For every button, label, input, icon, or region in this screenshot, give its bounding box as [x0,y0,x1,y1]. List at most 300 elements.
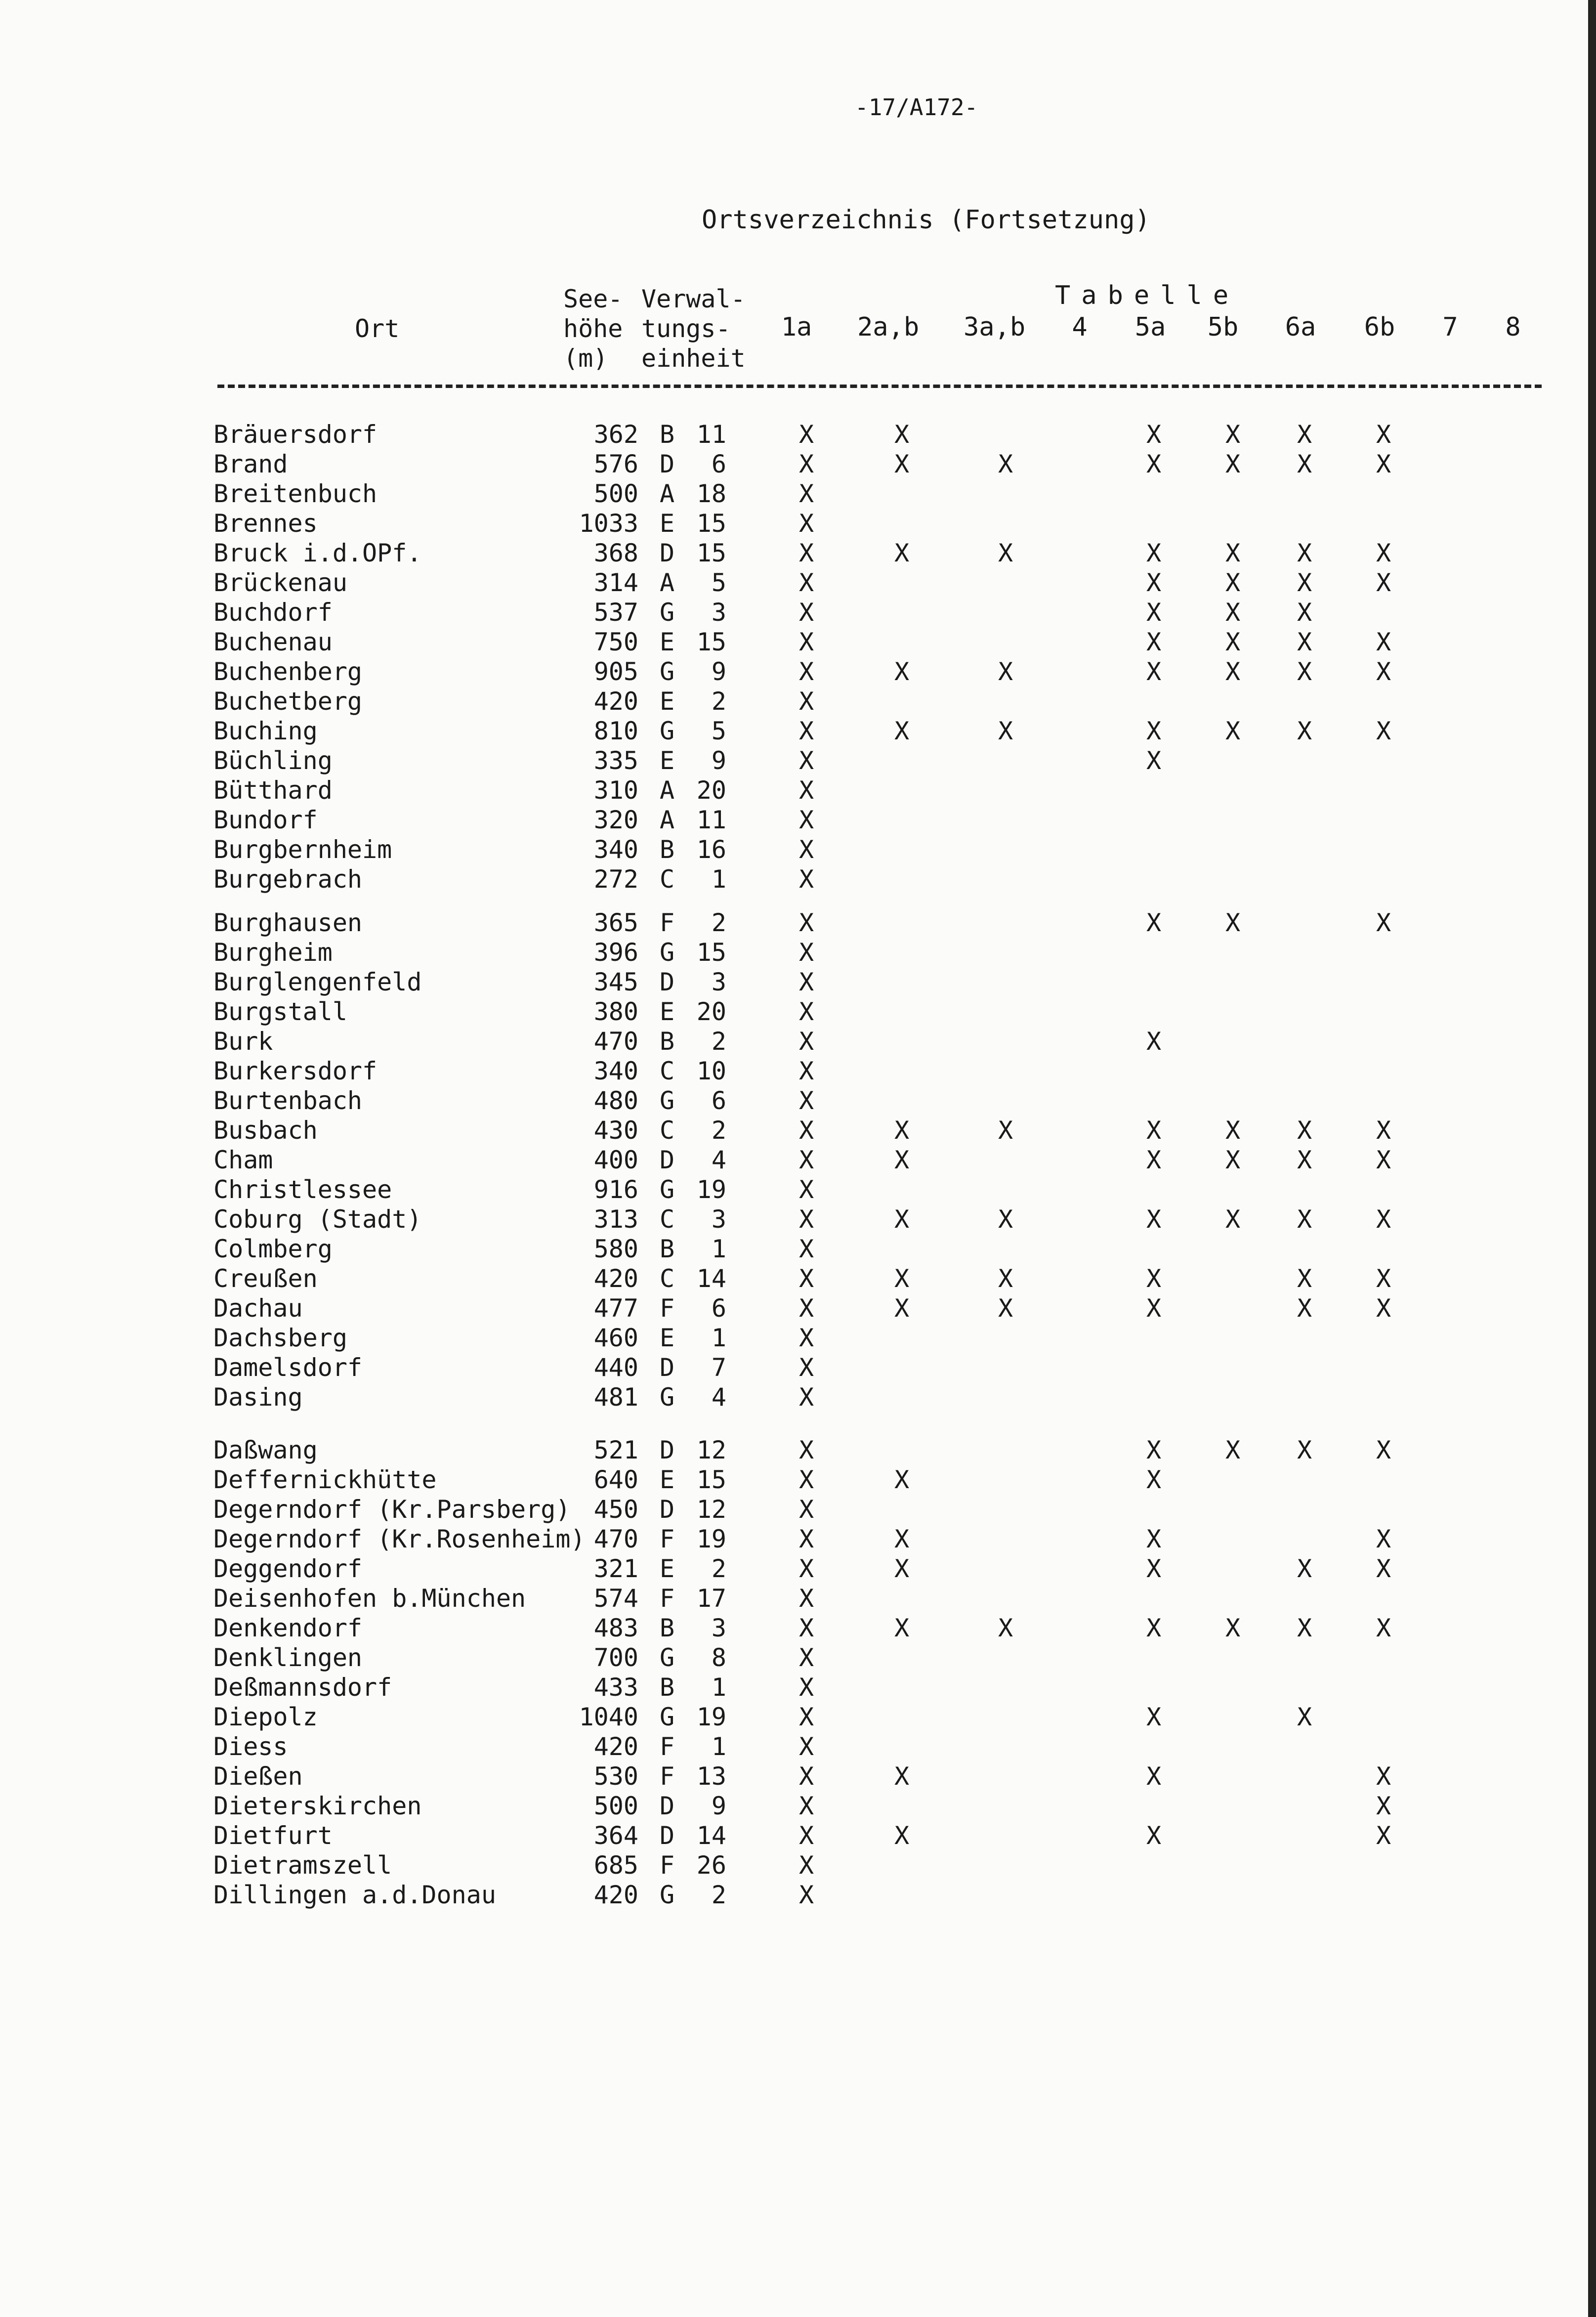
place-name: Degerndorf (Kr.Rosenheim) [213,1525,586,1553]
admin-unit-number: 6 [711,1086,726,1115]
altitude: 916 [593,1175,638,1204]
table-mark: X [1146,657,1162,686]
admin-unit-letter: E [660,1554,675,1583]
table-mark: X [1146,598,1162,627]
admin-unit-number: 9 [711,746,726,775]
table-row [0,1554,1596,1584]
table-mark: X [798,1383,814,1412]
admin-unit-number: 3 [711,968,726,996]
table-mark: X [798,1821,814,1850]
table-mark: X [798,938,814,967]
table-mark: X [1225,568,1241,597]
table-mark: X [1146,1703,1162,1731]
admin-unit-letter: E [660,746,675,775]
place-name: Buchenau [213,628,333,656]
place-name: Denkendorf [213,1614,363,1642]
table-mark: X [998,1116,1013,1145]
altitude: 314 [593,568,638,597]
table-mark: X [1225,628,1241,656]
place-name: Burghausen [213,908,363,937]
admin-unit-number: 7 [711,1353,726,1382]
admin-unit-number: 1 [711,1732,726,1761]
table-row [0,1881,1596,1910]
table-mark: X [1297,539,1312,567]
table-mark: X [798,806,814,834]
table-mark: X [998,717,1013,745]
table-mark: X [798,1614,814,1642]
table-row [0,806,1596,835]
admin-unit-number: 15 [696,509,726,538]
table-mark: X [894,1146,910,1174]
altitude: 574 [593,1584,638,1613]
table-row [0,1436,1596,1465]
table-mark: X [1225,717,1241,745]
place-name: Breitenbuch [213,479,378,508]
altitude: 380 [593,997,638,1026]
place-name: Bräuersdorf [213,420,378,449]
admin-unit-letter: D [660,450,675,478]
table-mark: X [1376,1436,1391,1464]
place-name: Burtenbach [213,1086,363,1115]
table-row [0,509,1596,539]
column-header: 4 [1072,312,1088,342]
table-mark: X [798,1294,814,1323]
place-name: Buchenberg [213,657,363,686]
admin-unit-number: 6 [711,450,726,478]
admin-unit-letter: B [660,1673,675,1702]
table-mark: X [998,450,1013,478]
place-name: Dieterskirchen [213,1792,422,1820]
table-mark: X [798,1116,814,1145]
table-mark: X [798,1465,814,1494]
place-name: Burglengenfeld [213,968,422,996]
table-row [0,479,1596,509]
admin-unit-letter: F [660,1525,675,1553]
table-mark: X [798,1436,814,1464]
column-header: 8 [1505,312,1521,342]
header-rule [217,385,1542,388]
place-name: Busbach [213,1116,318,1145]
table-mark: X [894,1205,910,1234]
table-row [0,1175,1596,1205]
admin-unit-number: 11 [696,420,726,449]
altitude: 530 [593,1762,638,1791]
table-mark: X [798,479,814,508]
altitude: 430 [593,1116,638,1145]
place-name: Burgstall [213,997,347,1026]
table-mark: X [798,628,814,656]
table-mark: X [1146,420,1162,449]
table-row [0,1525,1596,1554]
place-name: Bundorf [213,806,318,834]
admin-unit-letter: D [660,539,675,567]
table-row [0,1146,1596,1175]
table-mark: X [798,687,814,716]
altitude: 576 [593,450,638,478]
column-header: 5a [1134,312,1166,342]
table-mark: X [798,835,814,864]
table-mark: X [894,1264,910,1293]
table-mark: X [798,420,814,449]
place-name: Coburg (Stadt) [213,1205,422,1234]
page-number: -17/A172- [855,94,978,121]
admin-unit-letter: B [660,835,675,864]
table-mark: X [1297,450,1312,478]
place-name: Buchetberg [213,687,363,716]
altitude: 470 [593,1525,638,1553]
altitude: 905 [593,657,638,686]
place-name: Bütthard [213,776,333,805]
table-mark: X [798,1264,814,1293]
table-mark: X [894,1762,910,1791]
place-name: Dietramszell [213,1851,392,1880]
admin-unit-number: 2 [711,1554,726,1583]
column-header: 5b [1207,312,1239,342]
admin-unit-letter: C [660,1264,675,1293]
admin-unit-letter: E [660,997,675,1026]
table-mark: X [1376,908,1391,937]
place-name: Dachsberg [213,1324,347,1352]
admin-unit-number: 5 [711,717,726,745]
admin-unit-letter: E [660,1324,675,1352]
admin-unit-number: 15 [696,539,726,567]
admin-unit-number: 15 [696,1465,726,1494]
table-mark: X [798,865,814,894]
table-mark: X [798,746,814,775]
place-name: Bruck i.d.OPf. [213,539,422,567]
table-mark: X [798,1057,814,1085]
place-name: Creußen [213,1264,318,1293]
admin-unit-letter: D [660,1495,675,1524]
table-mark: X [894,1116,910,1145]
column-header: 2a,b [857,312,920,342]
place-name: Damelsdorf [213,1353,363,1382]
admin-unit-letter: B [660,1235,675,1263]
altitude: 368 [593,539,638,567]
table-mark: X [798,1353,814,1382]
table-row [0,420,1596,450]
admin-unit-number: 14 [696,1264,726,1293]
altitude: 1033 [579,509,638,538]
admin-unit-number: 15 [696,938,726,967]
altitude: 477 [593,1294,638,1323]
table-mark: X [1376,420,1391,449]
admin-unit-letter: G [660,1175,675,1204]
table-mark: X [1225,908,1241,937]
table-mark: X [1376,657,1391,686]
admin-unit-letter: A [660,776,675,805]
table-mark: X [798,1175,814,1204]
table-row [0,1205,1596,1235]
place-name: Christlessee [213,1175,392,1204]
admin-unit-number: 9 [711,657,726,686]
place-name: Burkersdorf [213,1057,378,1085]
table-mark: X [798,1762,814,1791]
altitude: 750 [593,628,638,656]
table-mark: X [1376,1146,1391,1174]
table-row [0,1264,1596,1294]
admin-unit-number: 1 [711,1235,726,1263]
table-row [0,1762,1596,1792]
table-mark: X [894,1821,910,1850]
table-row [0,1353,1596,1383]
table-mark: X [1297,1294,1312,1323]
header-verwaltung: Verwal- tungs- einheit [641,285,746,373]
admin-unit-letter: A [660,806,675,834]
admin-unit-number: 9 [711,1792,726,1820]
admin-unit-letter: G [660,598,675,627]
table-mark: X [1146,1294,1162,1323]
table-mark: X [1225,1146,1241,1174]
altitude: 537 [593,598,638,627]
table-mark: X [894,1554,910,1583]
table-mark: X [1225,450,1241,478]
table-mark: X [1376,1525,1391,1553]
admin-unit-letter: F [660,1762,675,1791]
table-mark: X [1146,1554,1162,1583]
table-mark: X [1376,1792,1391,1820]
table-mark: X [798,1554,814,1583]
table-mark: X [798,968,814,996]
table-row [0,1086,1596,1116]
table-row [0,628,1596,657]
column-header: 6b [1364,312,1395,342]
place-name: Brennes [213,509,318,538]
admin-unit-number: 2 [711,908,726,937]
table-mark: X [1225,598,1241,627]
altitude: 580 [593,1235,638,1263]
table-mark: X [798,450,814,478]
admin-unit-number: 2 [711,1881,726,1909]
place-name: Burk [213,1027,273,1056]
admin-unit-number: 19 [696,1703,726,1731]
table-row [0,1792,1596,1821]
altitude: 640 [593,1465,638,1494]
table-row [0,687,1596,717]
table-mark: X [1225,1205,1241,1234]
altitude: 1040 [579,1703,638,1731]
admin-unit-number: 13 [696,1762,726,1791]
admin-unit-number: 3 [711,1614,726,1642]
table-mark: X [1225,1116,1241,1145]
admin-unit-number: 12 [696,1436,726,1464]
table-mark: X [1376,568,1391,597]
altitude: 400 [593,1146,638,1174]
table-mark: X [1376,1116,1391,1145]
table-mark: X [798,1881,814,1909]
admin-unit-letter: E [660,1465,675,1494]
table-row [0,746,1596,776]
table-row [0,1294,1596,1324]
altitude: 340 [593,835,638,864]
table-mark: X [1146,908,1162,937]
admin-unit-number: 3 [711,1205,726,1234]
table-mark: X [798,1205,814,1234]
altitude: 335 [593,746,638,775]
table-mark: X [798,1732,814,1761]
altitude: 450 [593,1495,638,1524]
admin-unit-letter: F [660,1294,675,1323]
table-row [0,1703,1596,1732]
table-row [0,568,1596,598]
table-mark: X [1297,1554,1312,1583]
column-header: 6a [1285,312,1316,342]
admin-unit-letter: G [660,1703,675,1731]
admin-unit-letter: B [660,1027,675,1056]
table-row [0,865,1596,895]
admin-unit-number: 1 [711,1673,726,1702]
admin-unit-number: 16 [696,835,726,864]
altitude: 433 [593,1673,638,1702]
table-mark: X [798,1643,814,1672]
admin-unit-number: 2 [711,1027,726,1056]
table-mark: X [798,1495,814,1524]
altitude: 420 [593,1732,638,1761]
admin-unit-letter: F [660,908,675,937]
table-mark: X [798,1324,814,1352]
altitude: 440 [593,1353,638,1382]
table-row [0,450,1596,479]
admin-unit-number: 20 [696,997,726,1026]
table-mark: X [998,1294,1013,1323]
table-mark: X [998,539,1013,567]
altitude: 320 [593,806,638,834]
admin-unit-letter: E [660,509,675,538]
admin-unit-letter: G [660,1881,675,1909]
table-mark: X [1297,1116,1312,1145]
admin-unit-number: 1 [711,865,726,894]
admin-unit-letter: E [660,687,675,716]
table-mark: X [1225,1436,1241,1464]
table-mark: X [894,1465,910,1494]
table-mark: X [798,908,814,937]
table-row [0,1116,1596,1146]
admin-unit-letter: C [660,1205,675,1234]
table-mark: X [1297,1205,1312,1234]
table-mark: X [798,509,814,538]
altitude: 420 [593,687,638,716]
place-name: Buching [213,717,318,745]
table-mark: X [1146,1116,1162,1145]
table-mark: X [1376,539,1391,567]
table-mark: X [798,1525,814,1553]
admin-unit-number: 19 [696,1175,726,1204]
table-row [0,968,1596,997]
altitude: 483 [593,1614,638,1642]
admin-unit-letter: G [660,1643,675,1672]
table-mark: X [1225,657,1241,686]
table-mark: X [894,450,910,478]
altitude: 700 [593,1643,638,1672]
admin-unit-number: 10 [696,1057,726,1085]
admin-unit-number: 17 [696,1584,726,1613]
admin-unit-letter: G [660,938,675,967]
table-row [0,598,1596,628]
admin-unit-letter: D [660,1353,675,1382]
table-mark: X [1297,717,1312,745]
altitude: 420 [593,1264,638,1293]
admin-unit-letter: D [660,1821,675,1850]
admin-unit-letter: B [660,1614,675,1642]
table-row [0,1732,1596,1762]
altitude: 396 [593,938,638,967]
admin-unit-letter: F [660,1584,675,1613]
table-row [0,1614,1596,1643]
altitude: 364 [593,1821,638,1850]
header-tabelle: Tabelle [1055,281,1240,310]
table-mark: X [1146,1465,1162,1494]
place-name: Dachau [213,1294,303,1323]
admin-unit-letter: D [660,1436,675,1464]
table-mark: X [1376,1614,1391,1642]
table-mark: X [1297,1614,1312,1642]
place-name: Burgheim [213,938,333,967]
table-row [0,997,1596,1027]
table-row [0,1584,1596,1614]
table-mark: X [1146,1146,1162,1174]
table-row [0,776,1596,806]
page-title: Ortsverzeichnis (Fortsetzung) [702,205,1150,235]
table-row [0,1324,1596,1353]
altitude: 272 [593,865,638,894]
table-mark: X [998,657,1013,686]
altitude: 500 [593,479,638,508]
admin-unit-number: 12 [696,1495,726,1524]
altitude: 420 [593,1881,638,1909]
table-mark: X [894,657,910,686]
admin-unit-letter: E [660,628,675,656]
table-mark: X [1146,1264,1162,1293]
table-mark: X [998,1264,1013,1293]
table-mark: X [998,1205,1013,1234]
admin-unit-number: 14 [696,1821,726,1850]
table-mark: X [1376,717,1391,745]
place-name: Brückenau [213,568,347,597]
altitude: 500 [593,1792,638,1820]
table-mark: X [1146,1525,1162,1553]
altitude: 313 [593,1205,638,1234]
table-mark: X [798,997,814,1026]
table-mark: X [1297,568,1312,597]
place-name: Deßmannsdorf [213,1673,392,1702]
altitude: 470 [593,1027,638,1056]
table-mark: X [1376,450,1391,478]
admin-unit-letter: G [660,1383,675,1412]
altitude: 365 [593,908,638,937]
table-mark: X [1146,1027,1162,1056]
admin-unit-letter: C [660,1116,675,1145]
table-mark: X [1376,1554,1391,1583]
table-mark: X [894,1614,910,1642]
admin-unit-letter: A [660,568,675,597]
table-mark: X [798,1851,814,1880]
table-mark: X [1297,1264,1312,1293]
admin-unit-number: 2 [711,687,726,716]
admin-unit-number: 4 [711,1383,726,1412]
admin-unit-letter: C [660,865,675,894]
table-mark: X [1146,539,1162,567]
admin-unit-number: 26 [696,1851,726,1880]
altitude: 480 [593,1086,638,1115]
table-row [0,657,1596,687]
table-mark: X [1146,1205,1162,1234]
table-mark: X [1376,1294,1391,1323]
table-mark: X [1297,628,1312,656]
place-name: Deggendorf [213,1554,363,1583]
admin-unit-number: 1 [711,1324,726,1352]
place-name: Diepolz [213,1703,318,1731]
table-mark: X [1225,420,1241,449]
